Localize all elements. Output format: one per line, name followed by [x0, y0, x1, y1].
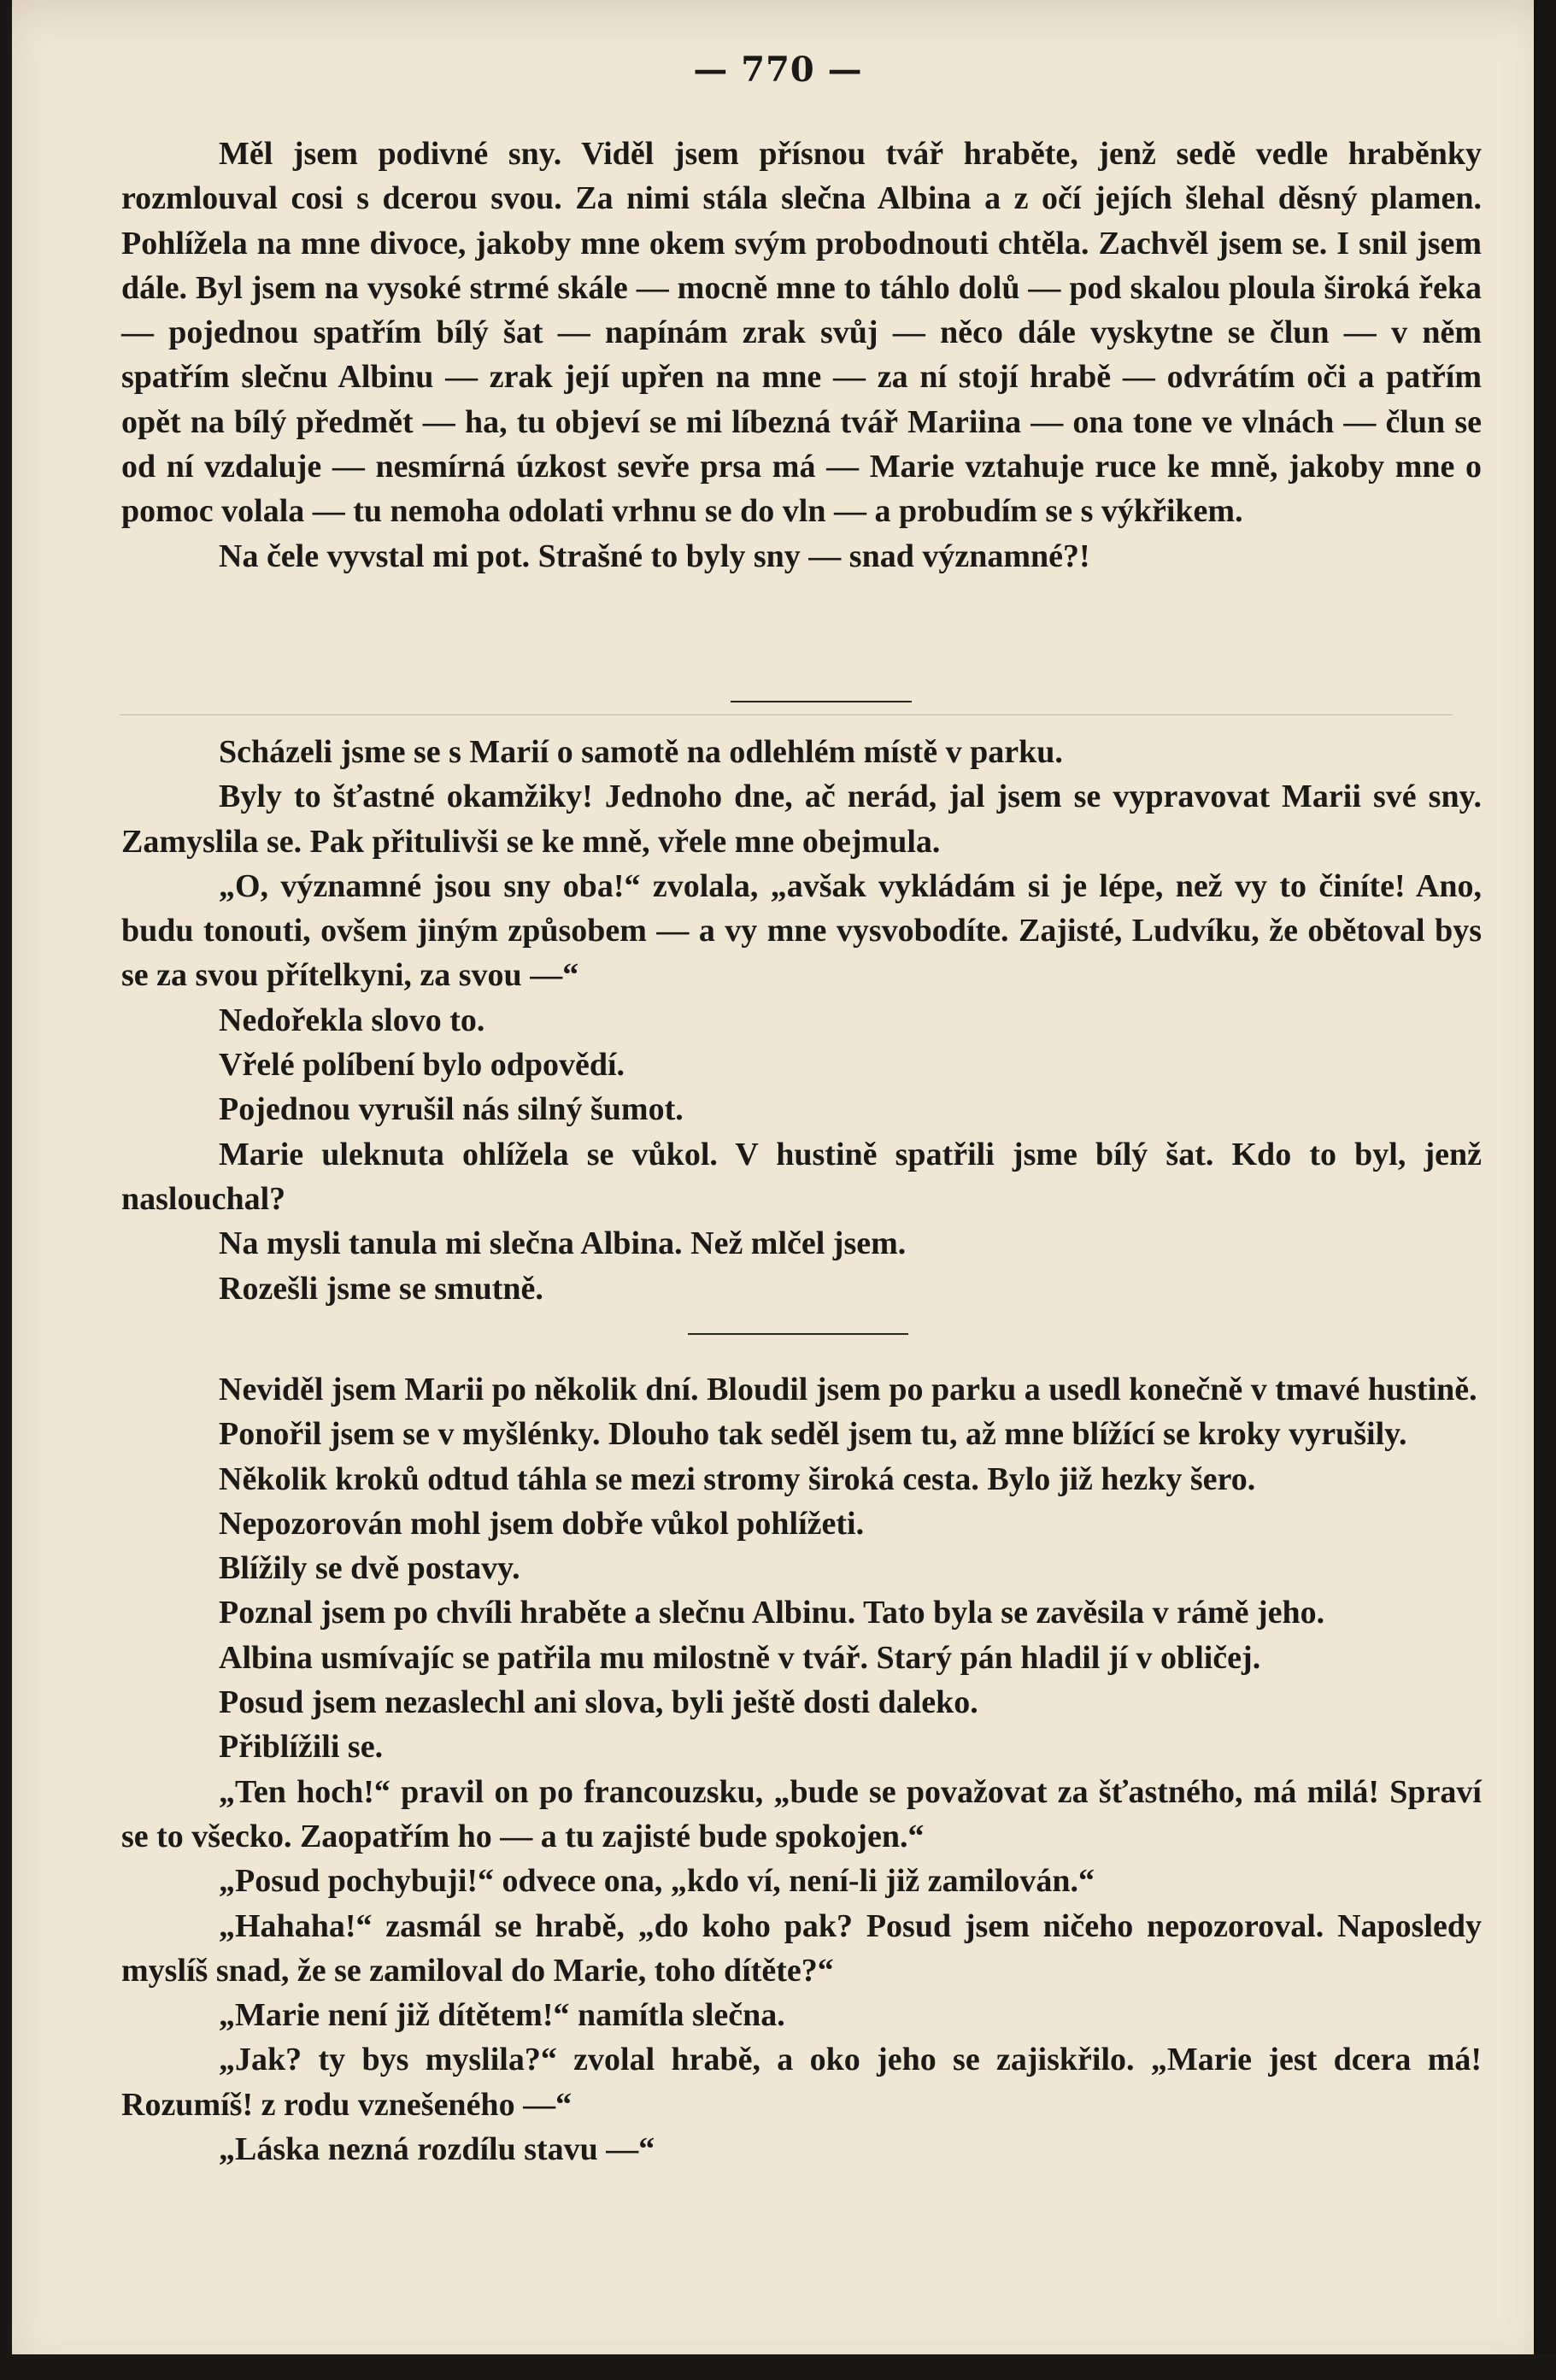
paragraph: Nepozorován mohl jsem dobře vůkol pohlížeti.	[219, 1505, 865, 1542]
paragraph: „Marie není již dítětem!“ namítla slečna.	[219, 1997, 785, 2034]
paragraph: „Hahaha!“ zasmál se hrabě, „do koho pak? Posud jsem ničeho nepozoroval. Naposledy myslíš snad, že se zamiloval do Marie, toho dítěte?“	[121, 1907, 1482, 1989]
paragraph: „Jak? ty bys myslila?“ zvolal hrabě, a oko jeho se zajiskřilo. „Marie jest dcera má! Rozumíš! z rodu vznešeného —“	[121, 2042, 1482, 2123]
paragraph: „O, významné jsou sny oba!“ zvolala, „avšak vykládám si je lépe, než vy to činíte! Ano, budu tonouti, ovšem jiným způsobem — a vy mne vysvobodíte. Zajisté, Ludvíku, že obětoval bys se za svou přítelkyni, za svou —“	[121, 867, 1482, 994]
bleed-through-rule	[120, 714, 1453, 715]
paragraph: „Posud pochybuji!“ odvece ona, „kdo ví, není-li již zamilován.“	[219, 1863, 1095, 1900]
paragraph: Na mysli tanula mi slečna Albina. Než mlčel jsem.	[219, 1225, 907, 1262]
paragraph: Blížily se dvě postavy.	[219, 1550, 520, 1587]
text-section-3	[121, 1367, 1482, 2171]
paragraph: Vřelé políbení bylo odpovědí.	[219, 1047, 625, 1084]
paragraph: Albina usmívajíc se patřila mu milostně v tvář. Starý pán hladil jí v obličej.	[219, 1639, 1261, 1676]
paragraph: „Ten hoch!“ pravil on po francouzsku, „bude se považovat za šťastného, má milá! Spraví se to všecko. Zaopatřím ho — a tu zajisté bude spokojen.“	[121, 1773, 1482, 1854]
paragraph: Pojednou vyrušil nás silný šumot.	[219, 1091, 684, 1128]
paragraph: Měl jsem podivné sny. Viděl jsem přísnou tvář hraběte, jenž sedě vedle hraběnky rozmlouval cosi s dcerou svou. Za nimi stála slečna Albina a z očí jejích šlehal děsný plamen. Pohlížela na mne divoce, jakoby mne okem svým probodnouti chtěla. Zachvěl jsem se. I snil jsem dále. Byl jsem na vysoké strmé skále — mocně mne to táhlo dolů — pod skalou ploula široká řeka — pojednou spatřím bílý šat — napínám zrak svůj — něco dále vyskytne se člun — v něm spatřím slečnu Albinu — zrak její upřen na mne — za ní stojí hrabě — odvrátím oči a patřím opět na bílý předmět — ha, tu objeví se mi líbezná tvář Mariina — ona tone ve vlnách — člun se od ní vzdaluje — nesmírná úzkost sevře prsa má — Marie vztahuje ruce ke mně, jakoby mne o pomoc volala — tu nemoha odolati vrhnu se do vln — a probudím se s výkřikem.	[121, 136, 1482, 530]
paragraph: Ponořil jsem se v myšlénky. Dlouho tak seděl jsem tu, až mne blížící se kroky vyrušily.	[219, 1416, 1407, 1453]
paragraph: Byly to šťastné okamžiky! Jednoho dne, ač nerád, jal jsem se vypravovat Marii své sny. Zamyslila se. Pak přitulivši se ke mně, vřele mne obejmula.	[121, 779, 1482, 860]
paragraph: Nedořekla slovo to.	[219, 1002, 485, 1038]
paragraph: Scházeli jsme se s Marií o samotě na odlehlém místě v parku.	[219, 734, 1063, 770]
paragraph: Marie uleknuta ohlížela se vůkol. V hustině spatřili jsme bílý šat. Kdo to byl, jenž naslouchal?	[121, 1136, 1482, 1217]
scan-left-edge	[0, 0, 12, 2380]
text-section-1	[121, 132, 1482, 579]
paragraph: „Láska nezná rozdílu stavu —“	[219, 2131, 655, 2168]
paragraph: Neviděl jsem Marii po několik dní. Bloudil jsem po parku a usedl konečně v tmavé hustině.	[219, 1372, 1477, 1407]
paragraph: Posud jsem nezaslechl ani slova, byli ještě dosti daleko.	[219, 1684, 978, 1721]
text-section-2	[121, 730, 1482, 1311]
paragraph: Na čele vyvstal mi pot. Strašné to byly sny — snad významné?!	[219, 538, 1090, 574]
page-number: — 770 —	[693, 50, 863, 90]
scan-bottom-edge	[0, 2354, 1556, 2380]
paragraph: Několik kroků odtud táhla se mezi stromy široká cesta. Bylo již hezky šero.	[219, 1460, 1256, 1497]
scan-right-edge	[1534, 0, 1556, 2380]
section-separator	[731, 701, 912, 702]
paragraph: Poznal jsem po chvíli hraběte a slečnu Albinu. Tato byla se zavěsila v rámě jeho.	[219, 1595, 1325, 1631]
paragraph: Rozešli jsme se smutně.	[219, 1270, 543, 1307]
section-separator	[688, 1333, 908, 1335]
paragraph: Přiblížili se.	[219, 1729, 384, 1766]
